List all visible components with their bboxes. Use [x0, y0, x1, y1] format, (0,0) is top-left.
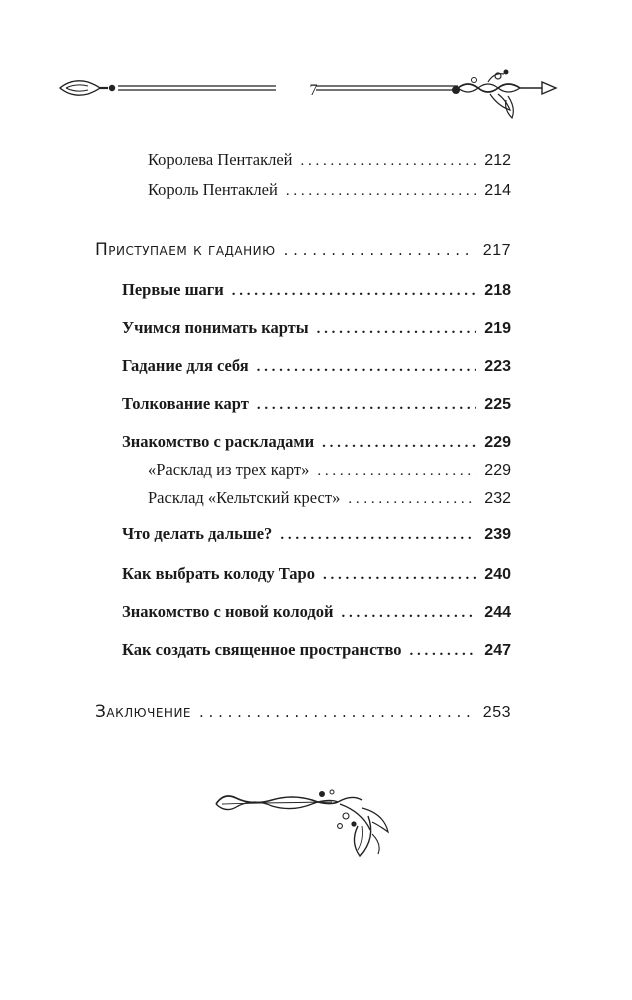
toc-chapter-entry[interactable] — [122, 524, 511, 544]
toc-entry-label: Король Пентаклей — [148, 180, 278, 199]
toc-page-number: 229 — [484, 434, 511, 451]
toc-entry-label: «Расклад из трех карт» — [148, 460, 310, 479]
dot-leader — [317, 463, 476, 480]
toc-page-number: 240 — [484, 566, 511, 583]
page-number: 7 — [309, 82, 319, 99]
vine-ornament-icon — [212, 786, 402, 862]
toc-chapter-entry[interactable] — [122, 640, 511, 660]
dot-leader — [317, 321, 477, 338]
dot-leader — [280, 527, 476, 544]
toc-entry-label: Знакомство с новой колодой — [122, 602, 334, 621]
toc-chapter-entry[interactable] — [122, 356, 511, 376]
page-header — [58, 66, 570, 126]
toc-page-number: 223 — [484, 358, 511, 375]
toc-page-number: 239 — [484, 526, 511, 543]
toc-entry-label: Гадание для себя — [122, 356, 249, 375]
toc-entry-label: Как выбрать колоду Таро — [122, 564, 315, 583]
dot-leader — [410, 643, 477, 660]
toc-entry[interactable] — [148, 150, 511, 170]
toc-chapter-entry[interactable] — [122, 318, 511, 338]
toc-entry-label: Первые шаги — [122, 280, 224, 299]
toc-page-number: 217 — [482, 242, 511, 259]
toc-entry[interactable] — [148, 460, 511, 480]
dot-leader — [284, 241, 475, 259]
toc-page-number: 232 — [484, 490, 511, 507]
toc-entry-label: Расклад «Кельтский крест» — [148, 488, 341, 507]
dot-leader — [199, 703, 475, 721]
toc-chapter-entry[interactable] — [122, 432, 511, 452]
toc-entry-label: Как создать священное пространство — [122, 640, 402, 659]
toc-page-number: 247 — [484, 642, 511, 659]
toc-entry-label: Королева Пентаклей — [148, 150, 293, 169]
dot-leader — [286, 183, 476, 200]
toc-page-number: 214 — [484, 182, 511, 199]
toc-chapter-entry[interactable] — [122, 394, 511, 414]
toc-entry-label: Заключение — [95, 702, 191, 722]
toc-entry-label: Что делать дальше? — [122, 524, 273, 543]
toc-page-number: 229 — [484, 462, 511, 479]
toc-page-number: 244 — [484, 604, 511, 621]
dot-leader — [232, 283, 477, 300]
toc-entry-label: Приступаем к гаданию — [95, 240, 276, 260]
dot-leader — [257, 397, 476, 414]
dot-leader — [323, 567, 476, 584]
toc-entry-label: Знакомство с раскладами — [122, 432, 315, 451]
dot-leader — [322, 435, 476, 452]
toc-part-entry[interactable] — [95, 240, 511, 260]
toc-entry[interactable] — [148, 488, 511, 508]
toc-page-number: 212 — [484, 152, 511, 169]
toc-entry-label: Учимся понимать карты — [122, 318, 309, 337]
toc-entry-label: Толкование карт — [122, 394, 249, 413]
dot-leader — [348, 491, 476, 508]
toc-part-entry[interactable] — [95, 702, 511, 722]
toc-entry[interactable] — [148, 180, 511, 200]
dot-leader — [257, 359, 477, 376]
toc-page-number: 218 — [484, 282, 511, 299]
toc-chapter-entry[interactable] — [122, 602, 511, 622]
toc-page-number: 253 — [482, 704, 511, 721]
toc-chapter-entry[interactable] — [122, 280, 511, 300]
toc-chapter-entry[interactable] — [122, 564, 511, 584]
toc-page-number: 219 — [484, 320, 511, 337]
dot-leader — [301, 153, 477, 170]
dot-leader — [341, 605, 476, 622]
toc-page-number: 225 — [484, 396, 511, 413]
